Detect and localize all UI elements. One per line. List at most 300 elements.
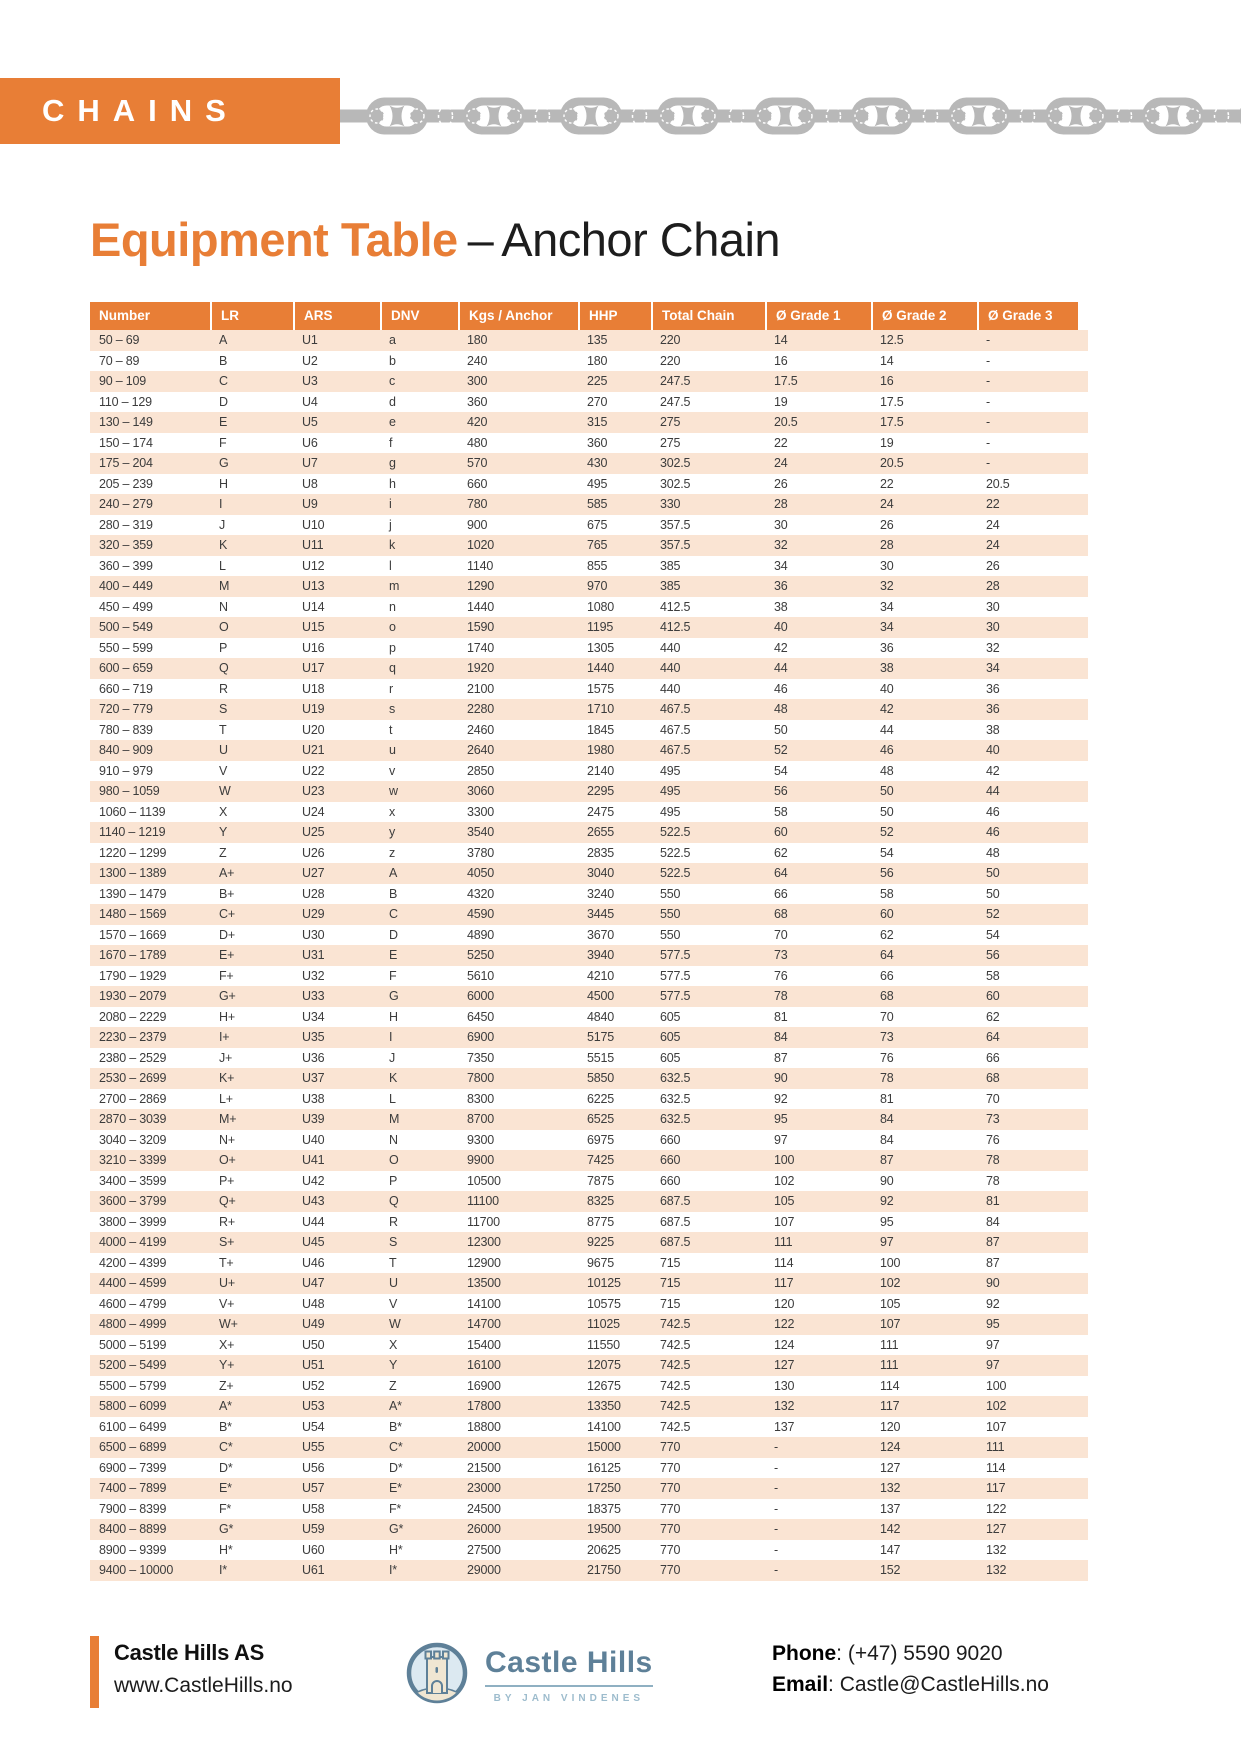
cell-number: 8400 – 8899 — [99, 1522, 167, 1536]
cell-dnv: h — [389, 476, 396, 491]
cell-grade-1: 54 — [774, 763, 788, 778]
table-row — [90, 535, 1088, 556]
cell-number: 1140 – 1219 — [99, 825, 166, 839]
cell-total-chain: 495 — [660, 784, 681, 798]
cell-grade-1: 84 — [774, 1030, 788, 1044]
cell-grade-2: 111 — [880, 1358, 899, 1372]
cell-ars: U56 — [302, 1460, 325, 1475]
cell-hhp: 4840 — [587, 1009, 615, 1024]
cell-ars: U14 — [302, 599, 325, 614]
cell-grade-3: - — [986, 353, 990, 368]
cell-dnv: C — [389, 907, 398, 921]
cell-number: 550 – 599 — [99, 640, 153, 655]
cell-lr: I* — [219, 1563, 227, 1577]
cell-grade-2: 42 — [880, 702, 894, 716]
cell-grade-1: 17.5 — [774, 374, 798, 388]
cell-grade-1: 56 — [774, 784, 788, 798]
cell-grade-1: 105 — [774, 1194, 795, 1208]
table-row — [90, 1314, 1088, 1335]
cell-grade-1: 28 — [774, 497, 788, 511]
cell-total-chain: 742.5 — [660, 1419, 691, 1434]
cell-grade-1: 34 — [774, 558, 788, 573]
cell-hhp: 12075 — [587, 1358, 621, 1372]
cell-grade-1: 114 — [774, 1255, 794, 1270]
cell-dnv: S — [389, 1235, 398, 1249]
cell-kgs-anchor: 3540 — [467, 825, 495, 839]
cell-number: 50 – 69 — [99, 333, 140, 347]
cell-hhp: 11550 — [587, 1337, 620, 1352]
cell-number: 320 – 359 — [99, 538, 153, 552]
cell-kgs-anchor: 660 — [467, 476, 488, 491]
cell-kgs-anchor: 5610 — [467, 968, 495, 983]
cell-dnv: E* — [389, 1481, 402, 1495]
cell-ars: U25 — [302, 825, 325, 839]
cell-lr: S+ — [219, 1235, 235, 1249]
cell-number: 450 – 499 — [99, 599, 153, 614]
cell-grade-3: 62 — [986, 1009, 1000, 1024]
cell-kgs-anchor: 2640 — [467, 743, 495, 757]
cell-number: 4000 – 4199 — [99, 1235, 167, 1249]
cell-grade-3: 84 — [986, 1214, 1000, 1229]
table-row — [90, 392, 1088, 413]
cell-grade-2: 50 — [880, 804, 894, 819]
table-row — [90, 802, 1088, 823]
cell-hhp: 5515 — [587, 1050, 615, 1065]
table-row — [90, 1540, 1088, 1561]
cell-total-chain: 330 — [660, 497, 681, 511]
cell-number: 7400 – 7899 — [99, 1481, 167, 1495]
footer-company-block — [90, 1636, 293, 1708]
cell-dnv: k — [389, 538, 396, 552]
cell-dnv: A* — [389, 1399, 402, 1413]
cell-lr: J+ — [219, 1050, 233, 1065]
cell-kgs-anchor: 24500 — [467, 1501, 501, 1516]
cell-dnv: n — [389, 599, 396, 614]
cell-total-chain: 742.5 — [660, 1337, 691, 1352]
table-row — [90, 904, 1088, 925]
cell-lr: A* — [219, 1399, 232, 1413]
cell-hhp: 1845 — [587, 722, 615, 737]
cell-lr: Z — [219, 845, 227, 860]
column-header-grade-1: Ø Grade 1 — [765, 302, 871, 330]
cell-kgs-anchor: 7350 — [467, 1050, 495, 1065]
cell-total-chain: 385 — [660, 558, 681, 573]
cell-hhp: 4210 — [587, 968, 615, 983]
cell-lr: Y — [219, 825, 228, 839]
cell-hhp: 10125 — [587, 1276, 621, 1290]
cell-number: 1300 – 1389 — [99, 866, 167, 880]
cell-total-chain: 687.5 — [660, 1194, 691, 1208]
cell-kgs-anchor: 360 — [467, 394, 488, 409]
cell-dnv: I — [389, 1030, 393, 1044]
cell-hhp: 1440 — [587, 661, 615, 675]
table-row — [90, 945, 1088, 966]
cell-kgs-anchor: 1140 — [467, 558, 494, 573]
cell-lr: F* — [219, 1501, 232, 1516]
cell-grade-3: 32 — [986, 640, 1000, 655]
table-row — [90, 699, 1088, 720]
cell-hhp: 430 — [587, 456, 608, 470]
cell-grade-2: 58 — [880, 886, 894, 901]
table-row — [90, 863, 1088, 884]
cell-kgs-anchor: 420 — [467, 415, 488, 429]
cell-lr: K+ — [219, 1071, 235, 1085]
cell-hhp: 3940 — [587, 948, 615, 962]
cell-lr: T — [219, 722, 227, 737]
cell-hhp: 8325 — [587, 1194, 615, 1208]
chains-banner — [0, 78, 340, 144]
cell-kgs-anchor: 12900 — [467, 1255, 501, 1270]
cell-grade-3: 52 — [986, 907, 1000, 921]
cell-number: 5500 – 5799 — [99, 1378, 167, 1393]
cell-grade-2: 120 — [880, 1419, 901, 1434]
cell-hhp: 19500 — [587, 1522, 621, 1536]
cell-ars: U29 — [302, 907, 325, 921]
cell-lr: V — [219, 763, 228, 778]
cell-number: 6100 – 6499 — [99, 1419, 167, 1434]
cell-kgs-anchor: 15400 — [467, 1337, 501, 1352]
cell-dnv: J — [389, 1050, 396, 1065]
email-value[interactable]: Castle@CastleHills.no — [839, 1673, 1049, 1696]
cell-grade-1: - — [774, 1460, 778, 1475]
cell-total-chain: 770 — [660, 1481, 681, 1495]
cell-total-chain: 522.5 — [660, 845, 691, 860]
cell-kgs-anchor: 570 — [467, 456, 488, 470]
cell-dnv: p — [389, 640, 396, 655]
cell-grade-1: 127 — [774, 1358, 795, 1372]
cell-ars: U22 — [302, 763, 325, 778]
cell-ars: U24 — [302, 804, 325, 819]
table-row — [90, 494, 1088, 515]
cell-number: 1390 – 1479 — [99, 886, 167, 901]
cell-grade-3: 20.5 — [986, 476, 1010, 491]
cell-number: 5200 – 5499 — [99, 1358, 167, 1372]
cell-ars: U50 — [302, 1337, 325, 1352]
cell-dnv: G* — [389, 1522, 404, 1536]
cell-grade-1: 26 — [774, 476, 788, 491]
cell-grade-3: 58 — [986, 968, 1000, 983]
cell-number: 2230 – 2379 — [99, 1030, 167, 1044]
cell-total-chain: 715 — [660, 1276, 681, 1290]
cell-grade-3: 66 — [986, 1050, 1000, 1065]
cell-grade-2: 92 — [880, 1194, 894, 1208]
cell-grade-3: 76 — [986, 1132, 1000, 1147]
table-row — [90, 720, 1088, 741]
cell-grade-1: 76 — [774, 968, 788, 983]
cell-total-chain: 632.5 — [660, 1112, 691, 1126]
cell-hhp: 270 — [587, 394, 608, 409]
cell-dnv: d — [389, 394, 396, 409]
cell-number: 1480 – 1569 — [99, 907, 167, 921]
cell-kgs-anchor: 900 — [467, 517, 488, 532]
cell-lr: A — [219, 333, 228, 347]
cell-grade-2: 54 — [880, 845, 894, 860]
cell-grade-1: 117 — [774, 1276, 794, 1290]
cell-ars: U10 — [302, 517, 325, 532]
cell-lr: E+ — [219, 948, 235, 962]
cell-number: 1790 – 1929 — [99, 968, 167, 983]
cell-dnv: H — [389, 1009, 398, 1024]
cell-total-chain: 522.5 — [660, 825, 691, 839]
cell-lr: B+ — [219, 886, 235, 901]
table-row — [90, 412, 1088, 433]
cell-hhp: 15000 — [587, 1440, 621, 1454]
cell-total-chain: 412.5 — [660, 599, 691, 614]
cell-kgs-anchor: 21500 — [467, 1460, 501, 1475]
cell-hhp: 7425 — [587, 1153, 615, 1167]
cell-lr: I+ — [219, 1030, 230, 1044]
cell-grade-2: 16 — [880, 374, 894, 388]
cell-total-chain: 550 — [660, 907, 681, 921]
cell-dnv: w — [389, 784, 398, 798]
cell-ars: U1 — [302, 333, 318, 347]
cell-dnv: i — [389, 497, 392, 511]
cell-grade-2: 142 — [880, 1522, 901, 1536]
cell-dnv: D — [389, 927, 398, 942]
cell-kgs-anchor: 10500 — [467, 1173, 501, 1188]
cell-ars: U20 — [302, 722, 325, 737]
cell-total-chain: 687.5 — [660, 1235, 691, 1249]
cell-dnv: t — [389, 722, 393, 737]
cell-grade-2: 24 — [880, 497, 894, 511]
cell-ars: U13 — [302, 579, 325, 593]
cell-dnv: N — [389, 1132, 398, 1147]
cell-grade-3: - — [986, 394, 990, 409]
cell-grade-1: 32 — [774, 538, 788, 552]
cell-grade-3: 95 — [986, 1317, 1000, 1331]
cell-total-chain: 220 — [660, 333, 681, 347]
cell-ars: U61 — [302, 1563, 325, 1577]
cell-ars: U6 — [302, 435, 318, 450]
cell-grade-1: - — [774, 1501, 778, 1516]
cell-dnv: Y — [389, 1358, 398, 1372]
cell-ars: U30 — [302, 927, 325, 942]
email-label: Email — [772, 1673, 829, 1696]
phone-separator: : — [836, 1642, 848, 1665]
cell-dnv: H* — [389, 1542, 403, 1557]
cell-ars: U51 — [302, 1358, 325, 1372]
cell-hhp: 225 — [587, 374, 608, 388]
cell-grade-3: 70 — [986, 1091, 1000, 1106]
email-separator: : — [828, 1673, 840, 1696]
cell-total-chain: 440 — [660, 640, 681, 655]
cell-kgs-anchor: 1290 — [467, 579, 495, 593]
cell-lr: M+ — [219, 1112, 237, 1126]
cell-number: 2870 – 3039 — [99, 1112, 167, 1126]
table-row — [90, 597, 1088, 618]
cell-lr: B* — [219, 1419, 232, 1434]
cell-grade-1: 107 — [774, 1214, 795, 1229]
table-row — [90, 822, 1088, 843]
cell-hhp: 1080 — [587, 599, 615, 614]
cell-lr: I — [219, 497, 223, 511]
cell-total-chain: 742.5 — [660, 1399, 691, 1413]
cell-lr: X+ — [219, 1337, 235, 1352]
cell-dnv: r — [389, 681, 393, 696]
cell-kgs-anchor: 780 — [467, 497, 488, 511]
cell-dnv: a — [389, 333, 396, 347]
cell-dnv: G — [389, 989, 399, 1003]
cell-grade-3: 26 — [986, 558, 1000, 573]
cell-grade-3: 78 — [986, 1153, 1000, 1167]
cell-hhp: 765 — [587, 538, 608, 552]
cell-total-chain: 770 — [660, 1542, 681, 1557]
cell-kgs-anchor: 1740 — [467, 640, 495, 655]
cell-grade-3: - — [986, 415, 990, 429]
cell-ars: U40 — [302, 1132, 325, 1147]
logo-text-block — [485, 1646, 653, 1704]
cell-number: 6500 – 6899 — [99, 1440, 167, 1454]
cell-kgs-anchor: 27500 — [467, 1542, 501, 1557]
cell-ars: U19 — [302, 702, 325, 716]
phone-label: Phone — [772, 1642, 837, 1665]
cell-grade-2: 22 — [880, 476, 894, 491]
cell-hhp: 16125 — [587, 1460, 621, 1475]
cell-hhp: 12675 — [587, 1378, 621, 1393]
cell-kgs-anchor: 9900 — [467, 1153, 495, 1167]
cell-lr: H* — [219, 1542, 233, 1557]
cell-hhp: 4500 — [587, 989, 615, 1003]
column-header-kgs-anchor: Kgs / Anchor — [458, 302, 578, 330]
cell-grade-1: 42 — [774, 640, 788, 655]
cell-dnv: P — [389, 1173, 398, 1188]
cell-dnv: K — [389, 1071, 398, 1085]
cell-dnv: Q — [389, 1194, 399, 1208]
table-row — [90, 1437, 1088, 1458]
cell-total-chain: 605 — [660, 1030, 681, 1044]
cell-number: 3600 – 3799 — [99, 1194, 167, 1208]
cell-number: 70 – 89 — [99, 353, 140, 368]
cell-grade-3: 81 — [986, 1194, 1000, 1208]
cell-grade-1: 40 — [774, 620, 788, 634]
cell-grade-2: 56 — [880, 866, 894, 880]
cell-grade-1: - — [774, 1522, 778, 1536]
cell-total-chain: 522.5 — [660, 866, 691, 880]
cell-ars: U33 — [302, 989, 325, 1003]
cell-kgs-anchor: 480 — [467, 435, 488, 450]
cell-number: 360 – 399 — [99, 558, 153, 573]
cell-grade-3: 64 — [986, 1030, 1000, 1044]
cell-dnv: X — [389, 1337, 398, 1352]
cell-grade-2: 102 — [880, 1276, 901, 1290]
cell-hhp: 5850 — [587, 1071, 615, 1085]
table-row — [90, 679, 1088, 700]
cell-grade-2: 48 — [880, 763, 894, 778]
cell-number: 2080 – 2229 — [99, 1009, 167, 1024]
cell-grade-1: 111 — [774, 1235, 793, 1249]
cell-grade-2: 84 — [880, 1112, 894, 1126]
cell-ars: U34 — [302, 1009, 325, 1024]
footer-accent-bar — [90, 1636, 99, 1708]
cell-total-chain: 550 — [660, 927, 681, 942]
page-title — [90, 212, 780, 267]
cell-grade-1: 130 — [774, 1378, 795, 1393]
cell-grade-3: - — [986, 435, 990, 450]
table-row — [90, 1130, 1088, 1151]
cell-grade-3: 22 — [986, 497, 1000, 511]
cell-grade-2: 17.5 — [880, 415, 904, 429]
cell-ars: U12 — [302, 558, 325, 573]
cell-number: 110 – 129 — [99, 394, 152, 409]
cell-grade-2: 52 — [880, 825, 894, 839]
table-row — [90, 1191, 1088, 1212]
page-title-separator: – — [467, 213, 494, 266]
cell-dnv: V — [389, 1296, 398, 1311]
cell-grade-2: 152 — [880, 1563, 901, 1577]
cell-grade-3: 38 — [986, 722, 1000, 737]
cell-grade-2: 68 — [880, 989, 894, 1003]
cell-ars: U35 — [302, 1030, 325, 1044]
cell-grade-1: 14 — [774, 333, 788, 347]
cell-hhp: 315 — [587, 415, 608, 429]
cell-grade-2: 20.5 — [880, 456, 904, 470]
cell-ars: U60 — [302, 1542, 325, 1557]
cell-lr: J — [219, 517, 226, 532]
cell-dnv: L — [389, 1091, 396, 1106]
cell-lr: Y+ — [219, 1358, 235, 1372]
cell-total-chain: 715 — [660, 1255, 681, 1270]
cell-ars: U45 — [302, 1235, 325, 1249]
table-row — [90, 761, 1088, 782]
table-row — [90, 1109, 1088, 1130]
cell-total-chain: 275 — [660, 435, 681, 450]
cell-hhp: 14100 — [587, 1419, 621, 1434]
cell-kgs-anchor: 9300 — [467, 1132, 495, 1147]
cell-grade-2: 81 — [880, 1091, 894, 1106]
cell-grade-1: 92 — [774, 1091, 788, 1106]
cell-lr: R — [219, 681, 228, 696]
cell-dnv: m — [389, 579, 400, 593]
cell-grade-1: - — [774, 1563, 778, 1577]
table-row — [90, 1458, 1088, 1479]
cell-kgs-anchor: 3780 — [467, 845, 495, 860]
cell-number: 130 – 149 — [99, 415, 153, 429]
castle-hills-logo — [404, 1640, 653, 1706]
cell-number: 4400 – 4599 — [99, 1276, 167, 1290]
cell-lr: R+ — [219, 1214, 235, 1229]
cell-total-chain: 357.5 — [660, 517, 691, 532]
cell-kgs-anchor: 13500 — [467, 1276, 501, 1290]
cell-hhp: 3040 — [587, 866, 615, 880]
cell-number: 150 – 174 — [99, 435, 153, 450]
cell-lr: A+ — [219, 866, 235, 880]
cell-number: 1220 – 1299 — [99, 845, 167, 860]
cell-total-chain: 440 — [660, 661, 681, 675]
cell-lr: X — [219, 804, 228, 819]
cell-ars: U36 — [302, 1050, 325, 1065]
cell-grade-2: 124 — [880, 1440, 901, 1454]
cell-number: 500 – 549 — [99, 620, 153, 634]
cell-total-chain: 742.5 — [660, 1358, 691, 1372]
cell-ars: U38 — [302, 1091, 325, 1106]
cell-lr: W — [219, 784, 231, 798]
cell-kgs-anchor: 4320 — [467, 886, 495, 901]
cell-grade-3: 50 — [986, 866, 1000, 880]
logo-tagline: BY JAN VINDENES — [493, 1693, 645, 1704]
castle-tower-icon — [404, 1640, 470, 1706]
cell-grade-1: 68 — [774, 907, 788, 921]
cell-dnv: q — [389, 661, 396, 675]
table-row — [90, 1171, 1088, 1192]
cell-grade-2: 34 — [880, 620, 894, 634]
cell-grade-3: 90 — [986, 1276, 1000, 1290]
cell-dnv: Z — [389, 1378, 397, 1393]
cell-grade-1: 132 — [774, 1399, 795, 1413]
table-row — [90, 351, 1088, 372]
cell-total-chain: 632.5 — [660, 1091, 691, 1106]
company-website[interactable]: www.CastleHills.no — [114, 1674, 293, 1697]
cell-lr: W+ — [219, 1317, 238, 1331]
